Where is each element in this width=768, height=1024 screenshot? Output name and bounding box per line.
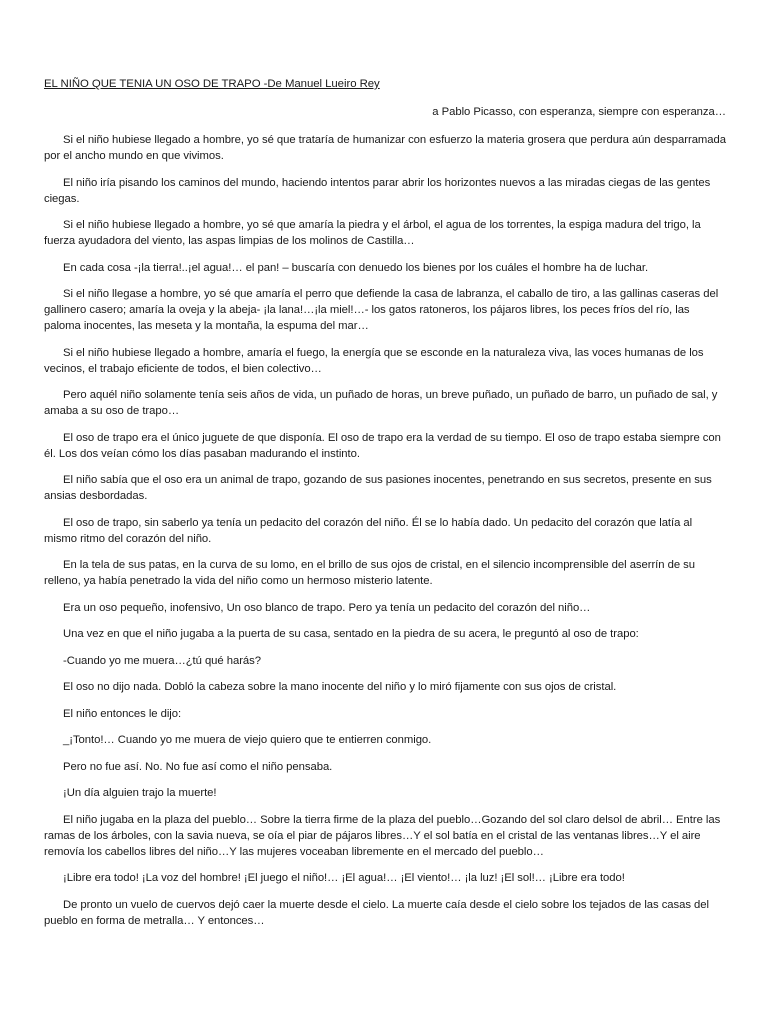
paragraph: _¡Tonto!… Cuando yo me muera de viejo quiero que te entierren conmigo. [63, 734, 432, 746]
paragraph: Una vez en que el niño jugaba a la puerta de su casa, sentado en la piedra de su acera, le preguntó al oso de trapo: [63, 628, 639, 640]
paragraph: -Cuando yo me muera…¿tú qué harás? [63, 654, 261, 667]
paragraph: El oso de trapo, sin saberlo ya tenía un pedacito del corazón del niño. Él se lo había dado. Un pedacito del corazón que latía al mismo ritmo del corazón del niño. [44, 516, 693, 545]
paragraph: El oso no dijo nada. Dobló la cabeza sobre la mano inocente del niño y lo miró fijamente con sus ojos de cristal. [63, 681, 617, 693]
paragraph: En cada cosa -¡la tierra!..¡el agua!… el pan! – buscaría con denuedo los bienes por los cuáles el hombre ha de luchar. [63, 261, 649, 274]
paragraph: Si el niño hubiese llegado a hombre, amaría el fuego, la energía que se esconde en la naturaleza viva, las voces humanas de los vecinos, el trabajo eficiente de todos, el bien colectivo… [44, 346, 704, 375]
paragraph: Pero no fue así. No. No fue así como el niño pensaba. [63, 760, 333, 773]
paragraph: Pero aquél niño solamente tenía seis años de vida, un puñado de horas, un breve puñado, un puñado de barro, un puñado de sal, y amaba a su oso de trapo… [44, 389, 718, 417]
paragraph: El niño sabía que el oso era un animal de trapo, gozando de sus pasiones inocentes, penetrando en sus secretos, presente en sus ansias desbordadas. [44, 474, 712, 502]
paragraph: Si el niño hubiese llegado a hombre, yo sé que trataría de humanizar con esfuerzo la materia grosera que perdura aún desparramada por el ancho mundo en que vivimos. [44, 134, 726, 162]
paragraph: El niño jugaba en la plaza del pueblo… Sobre la tierra firme de la plaza del pueblo…Gozando del sol claro delsol de abril… Entre las ramas de los árboles, con la savia nueva, se oía el piar de pájaros libres…Y el sol batía en el cristal de las ventanas libres…Y el aire removía los cabellos libres del niño…Y las mujeres voceaban libremente en el mercado del pueblo… [44, 813, 721, 858]
paragraph: ¡Un día alguien trajo la muerte! [63, 787, 217, 799]
paragraph: En la tela de sus patas, en la curva de su lomo, en el brillo de sus ojos de cristal, en el silencio incomprensible del aserrín de su relleno, ya había penetrado la vida del niño como un hermoso misterio latente. [44, 559, 695, 587]
paragraph: El niño iría pisando los caminos del mundo, haciendo intentos parar abrir los horizontes nuevos a las miradas ciegas de las gentes ciegas. [44, 176, 711, 205]
paragraph: ¡Libre era todo! ¡La voz del hombre! ¡El juego el niño!… ¡El agua!… ¡El viento!… ¡la luz! ¡El sol!… ¡Libre era todo! [63, 872, 625, 884]
paragraph: Si el niño llegase a hombre, yo sé que amaría el perro que defiende la casa de labranza, el caballo de tiro, a las gallinas caseras del gallinero casero; amaría la oveja y la abeja- ¡la lana!…¡la miel!…- los gatos ratoneros, los pájaros libres, los peces fríos del río, las paloma inocentes, las meseta y la montaña, la espuma del mar… [44, 288, 719, 332]
paragraph: El oso de trapo era el único juguete de que disponía. El oso de trapo era la verdad de su tiempo. El oso de trapo estaba siempre con él. Los dos veían cómo los días pasaban madurando el instinto. [44, 431, 721, 460]
paragraph: Era un oso pequeño, inofensivo, Un oso blanco de trapo. Pero ya tenía un pedacito del corazón del niño… [63, 601, 591, 614]
document-title: EL NIÑO QUE TENIA UN OSO DE TRAPO -De Manuel Lueiro Rey [44, 78, 380, 90]
paragraph: El niño entonces le dijo: [63, 707, 182, 720]
document-page [44, 76, 726, 939]
dedication: a Pablo Picasso, con esperanza, siempre con esperanza… [432, 106, 726, 118]
paragraph: De pronto un vuelo de cuervos dejó caer la muerte desde el cielo. La muerte caía desde el cielo sobre los tejados de las casas del pueblo en forma de metralla… Y entonces… [44, 898, 709, 927]
paragraph: Si el niño hubiese llegado a hombre, yo sé que amaría la piedra y el árbol, el agua de los torrentes, la espiga madura del trigo, la fuerza ayudadora del viento, las aspas limpias de los molinos de Castilla… [44, 219, 701, 247]
